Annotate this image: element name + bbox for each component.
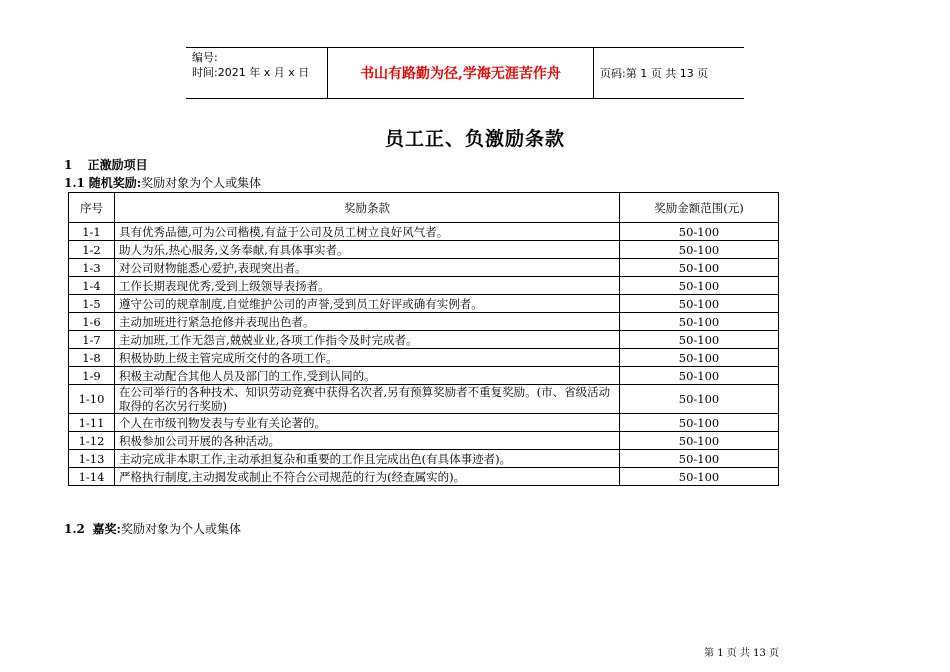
row-clause: 积极主动配合其他人员及部门的工作,受到认同的。 [115, 367, 620, 385]
section-1-1-number: 1.1 [64, 176, 85, 190]
section-1-2-title: 嘉奖: [92, 522, 121, 536]
page-footer: 第 1 页 共 13 页 [704, 648, 779, 659]
section-1-1-heading [64, 174, 261, 191]
row-amount: 50-100 [620, 468, 779, 486]
row-clause: 积极参加公司开展的各种活动。 [115, 432, 620, 450]
section-1-number: 1 [64, 158, 73, 172]
row-clause: 具有优秀品德,可为公司楷模,有益于公司及员工树立良好风气者。 [115, 223, 620, 241]
header-clause: 奖励条款 [115, 193, 620, 223]
table-row [69, 277, 779, 295]
table-row [69, 450, 779, 468]
section-1-title: 正激励项目 [87, 158, 148, 172]
header-meta [186, 48, 328, 98]
row-number: 1-14 [69, 468, 115, 486]
row-number: 1-3 [69, 259, 115, 277]
row-amount: 50-100 [620, 450, 779, 468]
row-clause: 积极协助上级主管完成所交付的各项工作。 [115, 349, 620, 367]
section-1-2-heading [64, 520, 241, 537]
row-number: 1-5 [69, 295, 115, 313]
header-amount: 奖励金额范围(元) [620, 193, 779, 223]
row-number: 1-8 [69, 349, 115, 367]
row-amount: 50-100 [620, 259, 779, 277]
row-number: 1-1 [69, 223, 115, 241]
row-number: 1-12 [69, 432, 115, 450]
row-number: 1-9 [69, 367, 115, 385]
row-amount: 50-100 [620, 432, 779, 450]
row-amount: 50-100 [620, 331, 779, 349]
row-amount: 50-100 [620, 349, 779, 367]
row-clause: 个人在市级刊物发表与专业有关论著的。 [115, 414, 620, 432]
row-clause: 对公司财物能悉心爱护,表现突出者。 [115, 259, 620, 277]
row-amount: 50-100 [620, 385, 779, 414]
table-row [69, 331, 779, 349]
header-page-info: 页码:第 1 页 共 13 页 [600, 67, 709, 80]
page-header [186, 47, 744, 99]
row-amount: 50-100 [620, 313, 779, 331]
row-clause: 严格执行制度,主动揭发或制止不符合公司规范的行为(经查属实的)。 [115, 468, 620, 486]
section-1-2-number: 1.2 [64, 522, 85, 536]
row-clause: 工作长期表现优秀,受到上级领导表扬者。 [115, 277, 620, 295]
table-row [69, 295, 779, 313]
section-1-heading [64, 156, 148, 173]
section-1-2-desc: 奖励对象为个人或集体 [120, 522, 241, 536]
row-clause: 在公司举行的各种技术、知识劳动竞赛中获得名次者,另有预算奖励者不重复奖励。(市、省级活动取得的名次另行奖励) [115, 385, 620, 414]
header-no: 序号 [69, 193, 115, 223]
row-clause: 助人为乐,热心服务,义务奉献,有具体事实者。 [115, 241, 620, 259]
row-number: 1-2 [69, 241, 115, 259]
row-number: 1-10 [69, 385, 115, 414]
number-label: 编号: [192, 51, 218, 64]
row-number: 1-13 [69, 450, 115, 468]
row-amount: 50-100 [620, 414, 779, 432]
table-row [69, 223, 779, 241]
row-amount: 50-100 [620, 223, 779, 241]
row-amount: 50-100 [620, 295, 779, 313]
section-1-1-title: 随机奖励: [88, 176, 142, 190]
table-row [69, 349, 779, 367]
table-row [69, 385, 779, 414]
row-clause: 主动加班进行紧急抢修并表现出色者。 [115, 313, 620, 331]
document-title: 员工正、负激励条款 [384, 128, 565, 150]
section-1-1-desc: 奖励对象为个人或集体 [141, 176, 262, 190]
table-row [69, 313, 779, 331]
row-amount: 50-100 [620, 367, 779, 385]
row-clause: 遵守公司的规章制度,自觉维护公司的声誉,受到员工好评或确有实例者。 [115, 295, 620, 313]
table-header-row [69, 193, 779, 223]
header-motto: 书山有路勤为径,学海无涯苦作舟 [328, 48, 594, 98]
row-number: 1-11 [69, 414, 115, 432]
row-number: 1-4 [69, 277, 115, 295]
row-clause: 主动加班,工作无怨言,兢兢业业,各项工作指令及时完成者。 [115, 331, 620, 349]
table-row [69, 367, 779, 385]
date-label: 时间:2021 年 x 月 x 日 [192, 66, 310, 79]
award-table [68, 192, 779, 486]
table-row [69, 259, 779, 277]
row-amount: 50-100 [620, 241, 779, 259]
row-number: 1-6 [69, 313, 115, 331]
table-row [69, 241, 779, 259]
table-row [69, 414, 779, 432]
row-clause: 主动完成非本职工作,主动承担复杂和重要的工作且完成出色(有具体事迹者)。 [115, 450, 620, 468]
table-row [69, 432, 779, 450]
table-row [69, 468, 779, 486]
row-number: 1-7 [69, 331, 115, 349]
row-amount: 50-100 [620, 277, 779, 295]
